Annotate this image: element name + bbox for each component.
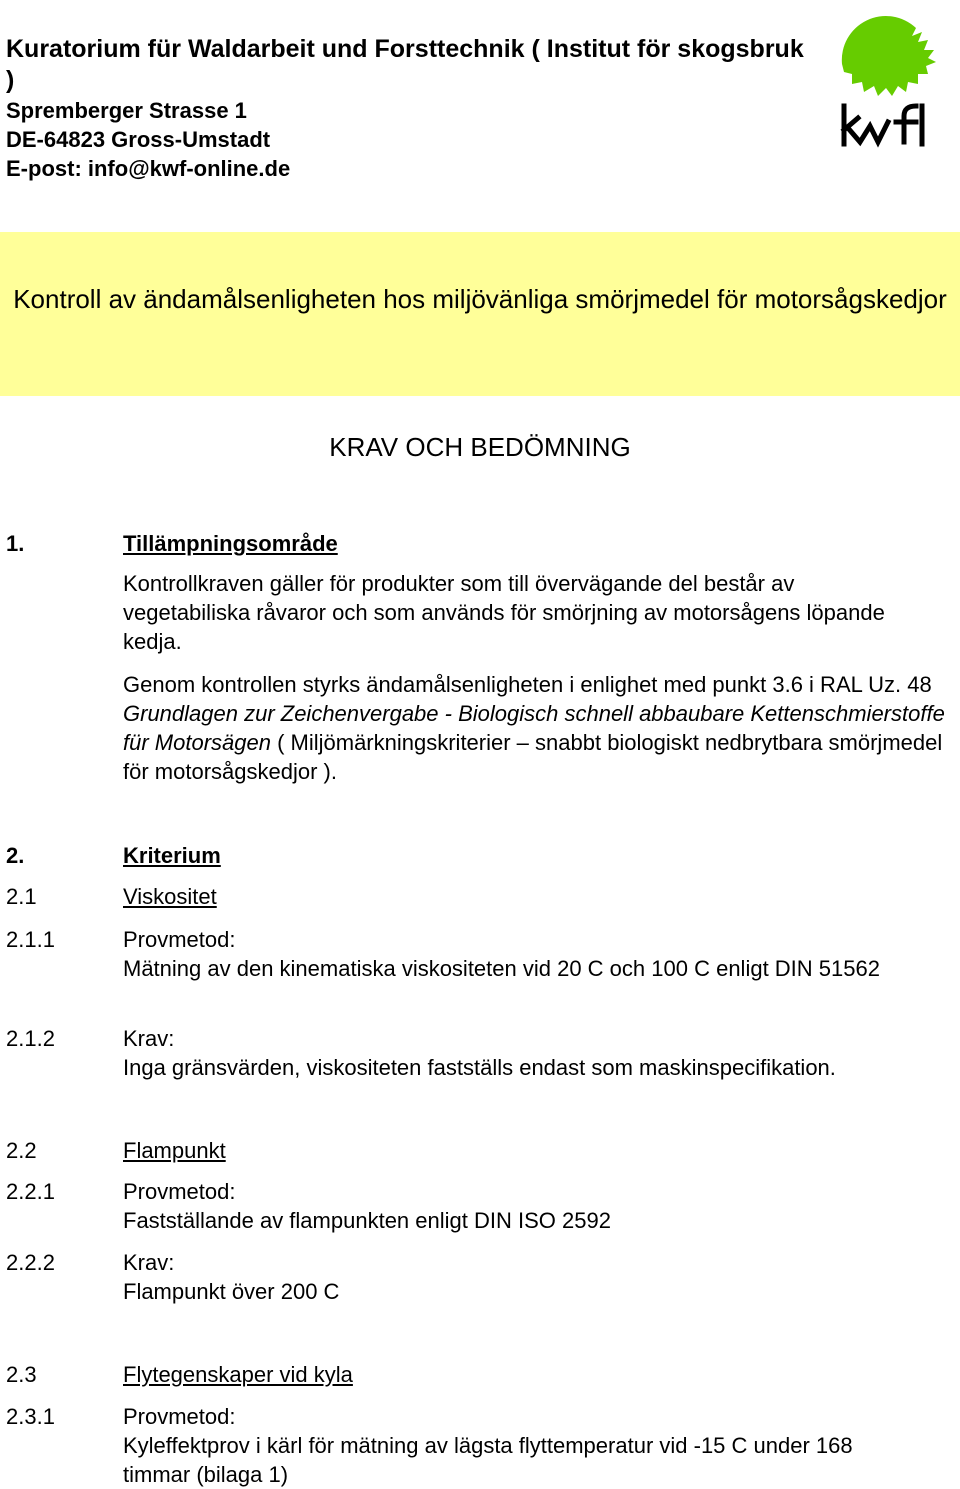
subsection-heading: Flytegenskaper vid kyla — [123, 1362, 353, 1387]
subsection-number: 2.3 — [6, 1362, 37, 1387]
item-text: Kyleffektprov i kärl för mätning av lägsta flyttemperatur vid -15 C under 168 timmar (bilaga 1) — [123, 1433, 853, 1487]
italic-reference: Grundlagen zur Zeichenvergabe - Biologisch schnell abbaubare Kettenschmierstoffe für Motorsägen — [123, 701, 945, 755]
title-banner — [0, 232, 960, 396]
section-heading: Kriterium — [123, 843, 221, 868]
item-number: 2.2.1 — [6, 1179, 55, 1204]
subsection-heading: Viskositet — [123, 884, 217, 909]
letterhead — [6, 34, 806, 183]
paragraph — [123, 670, 953, 786]
subsection-heading: Flampunkt — [123, 1138, 226, 1163]
organization-name: Kuratorium für Waldarbeit und Forsttechnik ( Institut för skogsbruk ) — [6, 35, 804, 94]
item-label: Provmetod: — [123, 1404, 236, 1429]
document-title: Kontroll av ändamålsenligheten hos miljövänliga smörjmedel för motorsågskedjor — [13, 284, 947, 314]
subsection-number: 2.2 — [6, 1138, 37, 1163]
item-number: 2.1.1 — [6, 927, 55, 952]
item-text: Fastställande av flampunkten enligt DIN ISO 2592 — [123, 1208, 611, 1233]
item-text: Mätning av den kinematiska viskositeten vid 20 C och 100 C enligt DIN 51562 — [123, 956, 880, 981]
sun-icon — [842, 16, 936, 96]
street-address: Spremberger Strasse 1 — [6, 98, 247, 123]
subtitle: KRAV OCH BEDÖMNING — [329, 432, 631, 462]
item-label: Krav: — [123, 1250, 175, 1275]
paragraph: Kontrollkraven gäller för produkter som till övervägande del består av vegetabiliska råvaror och som används för smörjning av motorsågens löpande kedja. — [123, 571, 885, 654]
paragraph-text: ( Miljömärkningskriterier – snabbt biologiskt nedbrytbara smörjmedel för motorsågskedjor ). — [123, 730, 943, 784]
section-number: 1. — [6, 531, 25, 556]
kwf-wordmark — [844, 106, 922, 144]
subsection-number: 2.1 — [6, 884, 37, 909]
section-heading: Tillämpningsområde — [123, 531, 338, 556]
paragraph-text: Genom kontrollen styrks ändamålsenligheten i enlighet med punkt 3.6 i RAL Uz. 48 — [123, 672, 932, 697]
kwf-logo — [836, 2, 942, 148]
item-number: 2.1.2 — [6, 1026, 55, 1051]
email-address: E-post: info@kwf-online.de — [6, 156, 291, 181]
item-label: Krav: — [123, 1026, 175, 1051]
city-address: DE-64823 Gross-Umstadt — [6, 127, 271, 152]
item-text: Inga gränsvärden, viskositeten fastställs endast som maskinspecifikation. — [123, 1055, 836, 1080]
item-number: 2.2.2 — [6, 1250, 55, 1275]
item-text: Flampunkt över 200 C — [123, 1279, 340, 1304]
item-label: Provmetod: — [123, 1179, 236, 1204]
section-number: 2. — [6, 843, 25, 868]
item-label: Provmetod: — [123, 927, 236, 952]
item-number: 2.3.1 — [6, 1404, 55, 1429]
